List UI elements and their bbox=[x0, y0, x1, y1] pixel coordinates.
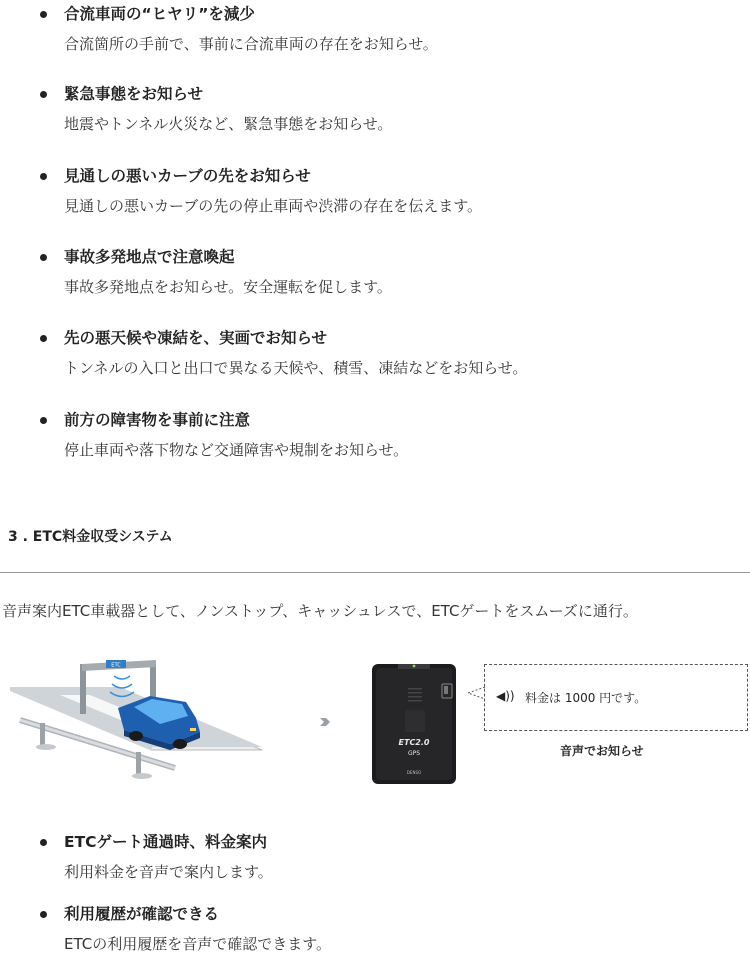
device-sub: GPS bbox=[407, 750, 421, 757]
feature-description: 停止車両や落下物など交通障害や規制をお知らせ。 bbox=[64, 441, 409, 459]
voice-caption: 音声でお知らせ bbox=[560, 744, 644, 758]
feature-description: トンネルの入口と出口で異なる天候や、積雪、凍結などをお知らせ。 bbox=[64, 359, 528, 377]
feature-title: ETCゲート通過時、料金案内 bbox=[64, 833, 268, 851]
device-brand: ETC2.0 bbox=[398, 738, 430, 747]
bullet-icon bbox=[40, 417, 47, 424]
feature-title: 利用履歴が確認できる bbox=[64, 905, 220, 923]
bullet-icon bbox=[40, 839, 47, 846]
bullet-icon bbox=[40, 254, 47, 261]
section-title: 3 . ETC料金収受システム bbox=[8, 529, 173, 545]
speaker-icon: ◀)) bbox=[496, 689, 515, 703]
feature-title: 緊急事態をお知らせ bbox=[64, 85, 204, 103]
feature-title: 事故多発地点で注意喚起 bbox=[64, 248, 235, 266]
feature-title: 先の悪天候や凍結を、実画でお知らせ bbox=[64, 329, 328, 347]
feature-description: ETCの利用履歴を音声で確認できます。 bbox=[64, 935, 332, 953]
arrow-right-icon bbox=[318, 716, 332, 728]
bullet-icon bbox=[40, 91, 47, 98]
feature-description: 事故多発地点をお知らせ。安全運転を促します。 bbox=[64, 278, 392, 296]
feature-title: 前方の障害物を事前に注意 bbox=[64, 411, 251, 429]
feature-description: 見通しの悪いカーブの先の停止車両や渋滞の存在を伝えます。 bbox=[64, 197, 483, 215]
speech-pointer bbox=[466, 686, 486, 700]
voice-message-text: 料金は 1000 円です。 bbox=[525, 691, 647, 705]
bullet-icon bbox=[40, 11, 47, 18]
feature-description: 利用料金を音声で案内します。 bbox=[64, 863, 273, 881]
etc-device-image bbox=[370, 662, 458, 786]
bullet-icon bbox=[40, 335, 47, 342]
feature-title: 合流車両の“ヒヤリ”を減少 bbox=[64, 5, 255, 23]
section-divider bbox=[0, 572, 750, 573]
feature-description: 地震やトンネル火災など、緊急事態をお知らせ。 bbox=[64, 115, 393, 133]
bullet-icon bbox=[40, 911, 47, 918]
section-intro: 音声案内ETC車載器として、ノンストップ、キャッシュレスで、ETCゲートをスムーズに通行。 bbox=[2, 602, 638, 620]
feature-title: 見通しの悪いカーブの先をお知らせ bbox=[64, 167, 311, 185]
bullet-icon bbox=[40, 173, 47, 180]
feature-description: 合流箇所の手前で、事前に合流車両の存在をお知らせ。 bbox=[64, 35, 438, 53]
device-maker: DENSO bbox=[406, 770, 422, 775]
gate-label: ETC bbox=[111, 662, 121, 669]
